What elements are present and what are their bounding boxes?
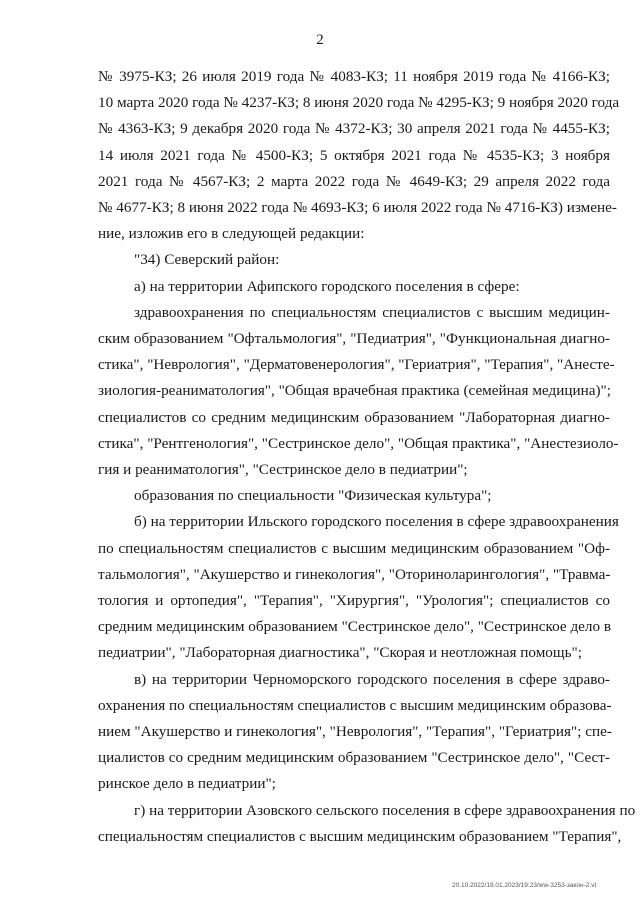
text-line: г) на территории Азовского сельского поселения в сфере здравоохранения по bbox=[134, 801, 636, 819]
text-line: образования по специальности "Физическая культура"; bbox=[134, 487, 492, 505]
text-line: 14 июля 2021 года № 4500-КЗ; 5 октября 2021 года № 4535-КЗ; 3 ноября bbox=[98, 146, 610, 164]
text-line: тология и ортопедия", "Терапия", "Хирургия", "Урология"; специалистов со bbox=[98, 592, 610, 610]
text-line: циалистов со средним медицинским образованием "Сестринское дело", "Сест- bbox=[98, 749, 610, 767]
text-line: № 3975-КЗ; 26 июля 2019 года № 4083-КЗ; 11 ноября 2019 года № 4166-КЗ; bbox=[98, 68, 610, 85]
document-body bbox=[98, 64, 636, 850]
text-line: "34) Северский район: bbox=[134, 251, 280, 269]
text-line: специальностям специалистов с высшим медицинским образованием "Терапия", bbox=[98, 827, 622, 845]
text-line: тальмология", "Акушерство и гинекология", "Оториноларингология", "Травма- bbox=[98, 565, 611, 583]
text-line: специалистов со средним медицинским образованием "Лабораторная диагно- bbox=[98, 408, 610, 426]
document-footer-stamp: 20.10.2022/19.01.2023/19:23/ww-3253-закон-2.vt bbox=[452, 882, 597, 889]
text-line: № 4677-КЗ; 8 июня 2022 года № 4693-КЗ; 6 июля 2022 года № 4716-КЗ) измене- bbox=[98, 199, 617, 217]
text-line: средним медицинским образованием "Сестринское дело", "Сестринское дело в bbox=[98, 618, 612, 636]
text-line: зиология-реаниматология", "Общая врачебная практика (семейная медицина)"; bbox=[98, 382, 611, 400]
text-line: а) на территории Афипского городского поселения в сфере: bbox=[134, 277, 520, 295]
text-line: в) на территории Черноморского городского поселения в сфере здраво- bbox=[134, 670, 610, 688]
text-line: по специальностям специалистов с высшим медицинским образованием "Оф- bbox=[98, 539, 610, 557]
text-line: ским образованием "Офтальмология", "Педиатрия", "Функциональная диагно- bbox=[98, 330, 610, 348]
text-line: гия и реаниматология", "Сестринское дело в педиатрии"; bbox=[98, 461, 468, 479]
text-line: 2021 года № 4567-КЗ; 2 марта 2022 года № 4649-КЗ; 29 апреля 2022 года bbox=[98, 172, 610, 190]
text-line: здравоохранения по специальностям специалистов с высшим медицин- bbox=[134, 303, 610, 321]
text-line: стика", "Неврология", "Дерматовенерология", "Гериатрия", "Терапия", "Анесте- bbox=[98, 356, 615, 374]
text-line: нием "Акушерство и гинекология", "Неврология", "Терапия", "Гериатрия"; спе- bbox=[98, 723, 612, 741]
text-line: 10 марта 2020 года № 4237-КЗ; 8 июня 2020 года № 4295-КЗ; 9 ноября 2020 года bbox=[98, 94, 620, 112]
text-line: № 4363-КЗ; 9 декабря 2020 года № 4372-КЗ; 30 апреля 2021 года № 4455-КЗ; bbox=[98, 120, 610, 138]
text-line: ринское дело в педиатрии"; bbox=[98, 775, 276, 793]
text-line: охранения по специальностям специалистов с высшим медицинским образова- bbox=[98, 696, 612, 714]
text-line: педиатрии", "Лабораторная диагностика", "Скорая и неотложная помощь"; bbox=[98, 644, 582, 662]
page-number: 2 bbox=[316, 32, 324, 48]
text-line: стика", "Рентгенология", "Сестринское дело", "Общая практика", "Анестезиоло- bbox=[98, 434, 619, 452]
text-line: ние, изложив его в следующей редакции: bbox=[98, 225, 365, 243]
text-line: б) на территории Ильского городского поселения в сфере здравоохранения bbox=[134, 513, 619, 531]
